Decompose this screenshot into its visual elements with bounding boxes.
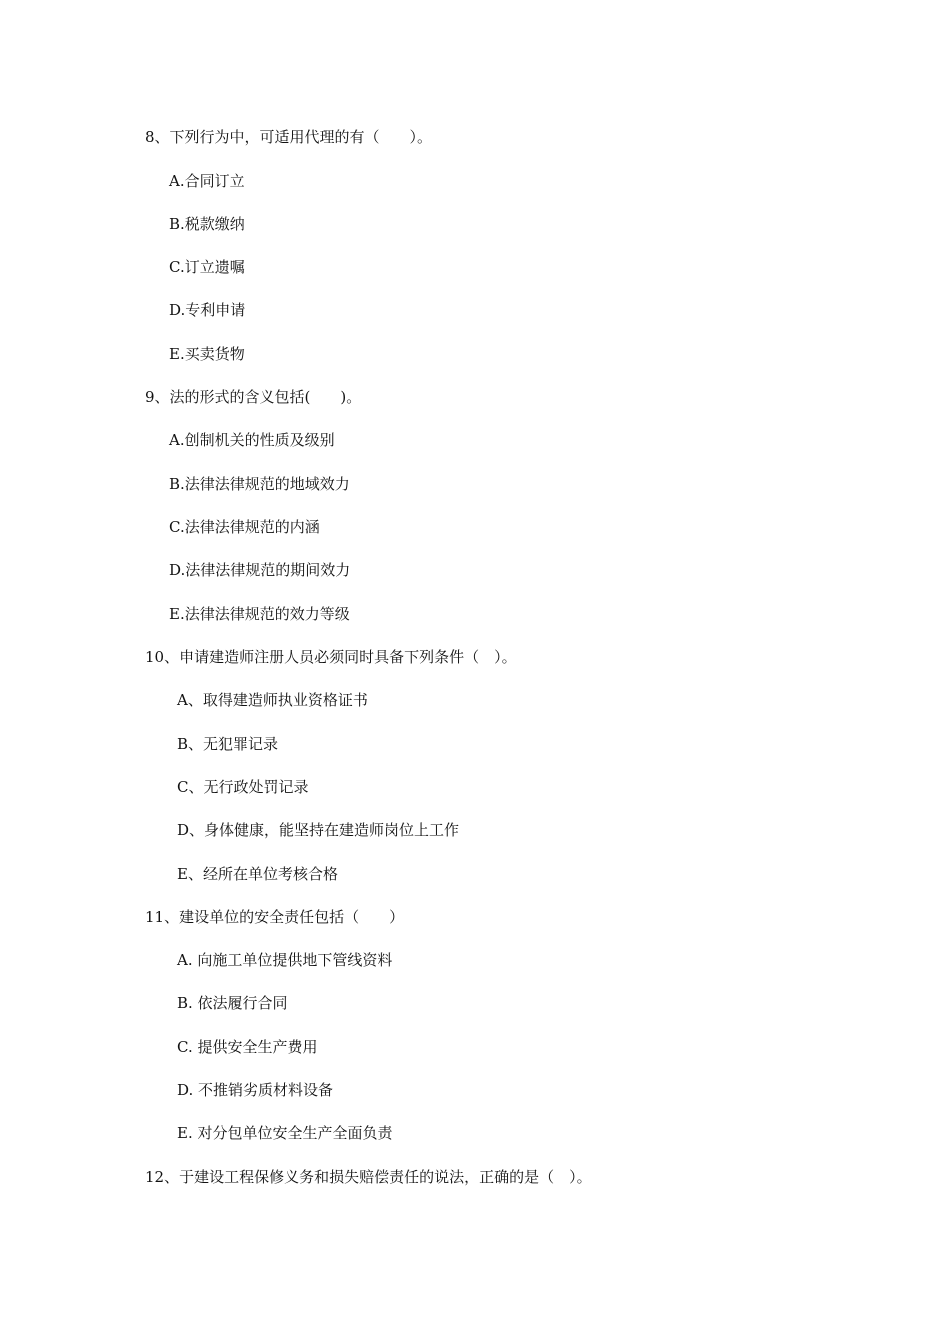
question-9-option-b: B.法律法律规范的地域效力 [169,475,350,493]
question-8-option-a: A.合同订立 [169,172,245,190]
question-10-stem: 10、申请建造师注册人员必须同时具备下列条件（ ）。 [145,648,517,666]
question-11-option-d: D. 不推销劣质材料设备 [177,1081,334,1099]
question-12-stem: 12、于建设工程保修义务和损失赔偿责任的说法，正确的是（ ）。 [145,1168,592,1186]
question-8-option-d: D.专利申请 [169,301,246,319]
question-9-stem: 9、法的形式的含义包括( )。 [145,388,362,406]
question-9-option-a: A.创制机关的性质及级别 [169,431,335,449]
question-8-stem: 8、下列行为中，可适用代理的有（ ）。 [145,128,433,146]
question-9-option-e: E.法律法律规范的效力等级 [169,605,350,623]
question-11-option-e: E. 对分包单位安全生产全面负责 [177,1124,393,1142]
question-11-option-a: A. 向施工单位提供地下管线资料 [177,951,393,969]
question-10-option-c: C、无行政处罚记录 [177,778,309,796]
question-10-option-b: B、无犯罪记录 [177,735,279,753]
question-10-option-e: E、经所在单位考核合格 [177,865,338,883]
question-8-option-e: E.买卖货物 [169,345,245,363]
question-10-option-d: D、身体健康，能坚持在建造师岗位上工作 [177,821,460,839]
question-11-stem: 11、建设单位的安全责任包括（ ） [145,908,405,926]
question-11-option-c: C. 提供安全生产费用 [177,1038,318,1056]
question-8-option-b: B.税款缴纳 [169,215,245,233]
question-10-option-a: A、取得建造师执业资格证书 [177,691,368,709]
question-11-option-b: B. 依法履行合同 [177,994,288,1012]
question-9-option-c: C.法律法律规范的内涵 [169,518,320,536]
question-9-option-d: D.法律法律规范的期间效力 [169,561,351,579]
question-8-option-c: C.订立遗嘱 [169,258,245,276]
